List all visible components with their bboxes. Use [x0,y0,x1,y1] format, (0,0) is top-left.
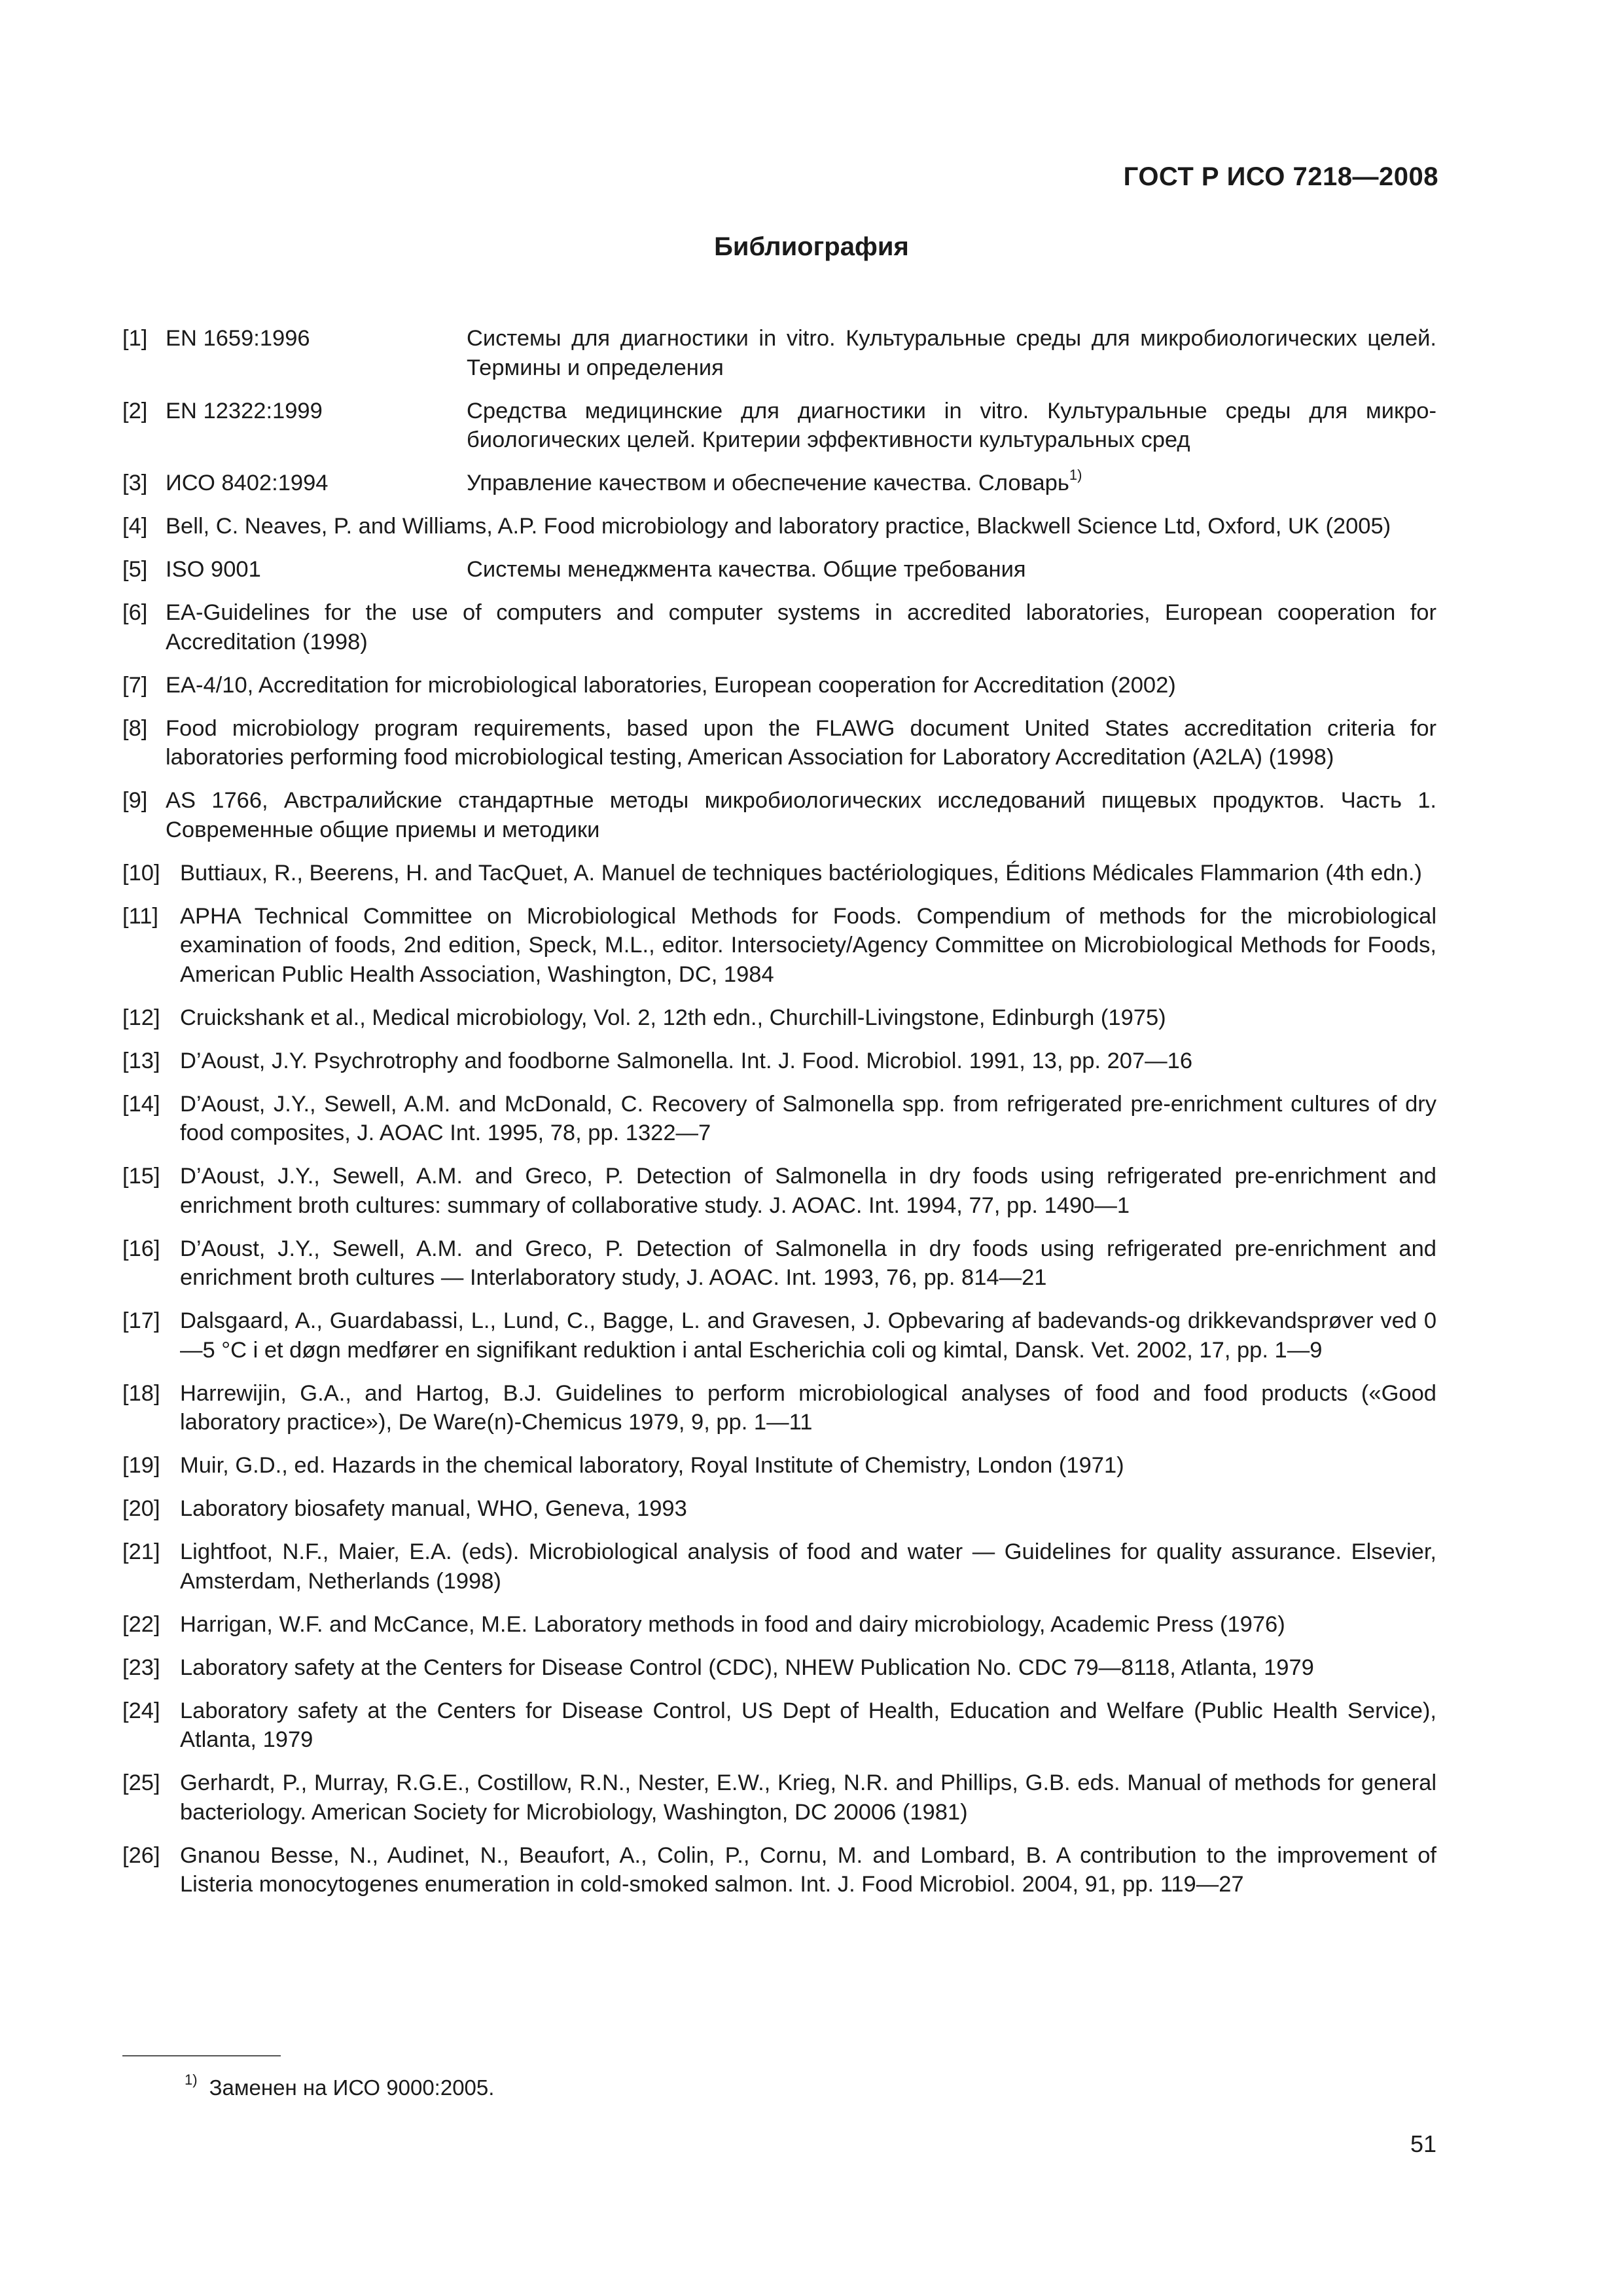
bibliography-entry [122,786,1436,844]
entry-text: Lightfoot, N.F., Maier, E.A. (eds). Microbiological analysis of food and water — Guidelines for quality assurance. Elsevier, Amsterdam, Netherlands (1998) [180,1539,1436,1594]
entry-text: Harrigan, W.F. and McCance, M.E. Laboratory methods in food and dairy microbiology, Academic Press (1976) [180,1611,1285,1637]
entry-number: [21] [122,1539,160,1564]
footnote-reference[interactable]: 1) [1069,466,1082,483]
bibliography-entry [122,1537,1436,1596]
entry-text: Laboratory biosafety manual, WHO, Geneva, 1993 [180,1496,687,1521]
entry-text: Gnanou Besse, N., Audinet, N., Beaufort, A., Colin, P., Cornu, M. and Lombard, B. A contribution to the improvement of Listeria monocytogenes enumeration in cold-smoked salmon. Int. J. Food Microbiol. 2004, 91, pp. 119—27 [180,1842,1436,1897]
entry-number: [9] [122,788,148,813]
entry-number: [11] [122,903,158,929]
bibliography-entry [122,1379,1436,1437]
entry-number: [22] [122,1611,160,1637]
bibliography-entry [122,598,1436,656]
bibliography-entry [122,1451,1436,1480]
bibliography-list [122,324,1436,1913]
page-number: 51 [1410,2130,1436,2157]
section-title: Библиография [714,232,909,261]
bibliography-entry [122,512,1436,541]
footnote [185,2073,494,2102]
entry-number: [8] [122,715,148,741]
bibliography-entry [122,397,1436,455]
entry-number: [26] [122,1842,160,1868]
entry-text: D’Aoust, J.Y., Sewell, A.M. and Greco, P. Detection of Salmonella in dry foods using refrigerated pre-enrichment and enrichment broth cultures — Interlaboratory study, J. AOAC. Int. 1993, 76, pp. 814—21 [180,1236,1436,1290]
entry-number: [15] [122,1164,160,1189]
entry-number: [10] [122,860,160,886]
bibliography-entry [122,1653,1436,1683]
bibliography-entry [122,1306,1436,1365]
bibliography-entry [122,1047,1436,1076]
bibliography-entry [122,671,1436,700]
entry-text: Laboratory safety at the Centers for Disease Control, US Dept of Health, Education and Welfare (Public Health Service), Atlanta, 1979 [180,1698,1436,1752]
entry-code: ISO 9001 [166,557,261,582]
entry-number: [5] [122,557,148,582]
entry-text: Gerhardt, P., Murray, R.G.E., Costillow, R.N., Nester, E.W., Krieg, N.R. and Phillips, G.B. eds. Manual of methods for general bacteriology. American Society for Microbiology, Washington, DC 20006 (1981) [180,1770,1436,1825]
entry-number: [25] [122,1770,160,1795]
bibliography-entry [122,902,1436,990]
entry-number: [1] [122,326,148,351]
entry-number: [6] [122,600,148,625]
bibliography-entry [122,1003,1436,1033]
entry-number: [18] [122,1380,160,1406]
entry-text: D’Aoust, J.Y., Sewell, A.M. and Greco, P. Detection of Salmonella in dry foods using refrigerated pre-enrichment and enrichment broth cultures: summary of collaborative study. J. AOAC. Int. 1994, 77, pp. 1490—1 [180,1164,1436,1218]
entry-code: EN 12322:1999 [166,398,323,423]
entry-text: Harrewijin, G.A., and Hartog, B.J. Guidelines to perform microbiological analyses of food and food products («Good laboratory practice»), De Ware(n)-Chemicus 1979, 9, pp. 1—11 [180,1380,1436,1435]
bibliography-entry [122,1610,1436,1640]
document-header: ГОСТ Р ИСО 7218—2008 [1123,162,1438,191]
entry-number: [20] [122,1496,160,1521]
footnote-divider [122,2055,281,2056]
entry-number: [17] [122,1308,160,1333]
bibliography-entry [122,466,1436,498]
entry-number: [3] [122,471,148,495]
entry-number: [12] [122,1005,160,1030]
bibliography-entry [122,324,1436,382]
entry-text: Buttiaux, R., Beerens, H. and TacQuet, A. Manuel de techniques bactériologiques, Éditions Médicales Flammarion (4th edn.) [180,860,1422,886]
entry-text: EA-4/10, Accreditation for microbiological laboratories, European cooperation for Accreditation (2002) [166,672,1176,698]
entry-code: EN 1659:1996 [166,326,310,351]
entry-text: D’Aoust, J.Y. Psychrotrophy and foodborne Salmonella. Int. J. Food. Microbiol. 1991, 13, pp. 207—16 [180,1048,1193,1073]
entry-text: EA-Guidelines for the use of computers and computer systems in accredited laboratories, European cooperation for Accreditation (1998) [166,600,1436,655]
entry-text: Laboratory safety at the Centers for Disease Control (CDC), NHEW Publication No. CDC 79—8118, Atlanta, 1979 [180,1655,1314,1680]
bibliography-entry [122,859,1436,888]
entry-number: [19] [122,1453,160,1478]
entry-title: Управление качеством и обеспечение качества. Словарь$^{1)}$ [467,466,1082,495]
entry-text: Dalsgaard, A., Guardabassi, L., Lund, C., Bagge, L. and Gravesen, J. Opbevaring af badevands-og drikkevandsprøver ved 0—5 °C i et døgn medfører en signifikant reduktion i antal Escherichia coli og kimtal, Dansk. Vet. 2002, 17, pp. 1—9 [180,1308,1436,1363]
entry-number: [13] [122,1048,160,1073]
entry-title: Системы для диагностики in vitro. Культуральные среды для микробиологических целей. Термины и определения [467,326,1436,380]
bibliography-entry [122,1841,1436,1899]
entry-number: [4] [122,514,148,539]
entry-text: APHA Technical Committee on Microbiological Methods for Foods. Compendium of methods for the microbiological examination of foods, 2nd edition, Speck, M.L., editor. Intersociety/Agency Committee on Microbiological Methods for Foods, American Public Health Association, Washington, DC, 1984 [180,903,1436,987]
entry-number: [14] [122,1091,160,1117]
bibliography-entry [122,1090,1436,1148]
entry-title: Средства медицинские для диагностики in vitro. Культуральные среды для микробиологических целей. Критерии эффективности культуральных сред [467,398,1436,452]
entry-text: D’Aoust, J.Y., Sewell, A.M. and McDonald, C. Recovery of Salmonella spp. from refrigerated pre-enrichment cultures of dry food composites, J. AOAC Int. 1995, 78, pp. 1322—7 [180,1091,1436,1145]
footnote-mark: 1) [185,2072,198,2088]
entry-text: AS 1766, Австралийские стандартные методы микробиологических исследований пищевых продуктов. Часть 1. Современные общие приемы и методики [166,788,1436,842]
bibliography-entry [122,1494,1436,1524]
entry-number: [24] [122,1698,160,1723]
bibliography-entry [122,555,1436,584]
entry-text: Food microbiology program requirements, based upon the FLAWG document United States accreditation criteria for laboratories performing food microbiological testing, American Association for Laboratory Accreditation (A2LA) (1998) [166,715,1436,770]
entry-number: [7] [122,672,148,698]
entry-text: Bell, C. Neaves, P. and Williams, A.P. Food microbiology and laboratory practice, Blackwell Science Ltd, Oxford, UK (2005) [166,514,1391,539]
bibliography-entry [122,1234,1436,1293]
footnote-text: Заменен на ИСО 9000:2005. [209,2075,495,2100]
entry-text: Muir, G.D., ed. Hazards in the chemical laboratory, Royal Institute of Chemistry, London (1971) [180,1453,1124,1478]
entry-code: ИСО 8402:1994 [166,471,329,495]
bibliography-entry [122,1162,1436,1220]
entry-number: [2] [122,398,148,423]
entry-number: [23] [122,1655,160,1680]
entry-title: Системы менеджмента качества. Общие требования [467,557,1026,582]
bibliography-entry [122,1696,1436,1755]
entry-text: Cruickshank et al., Medical microbiology, Vol. 2, 12th edn., Churchill-Livingstone, Edinburgh (1975) [180,1005,1166,1030]
bibliography-entry [122,714,1436,772]
entry-number: [16] [122,1236,160,1261]
bibliography-entry [122,1768,1436,1827]
